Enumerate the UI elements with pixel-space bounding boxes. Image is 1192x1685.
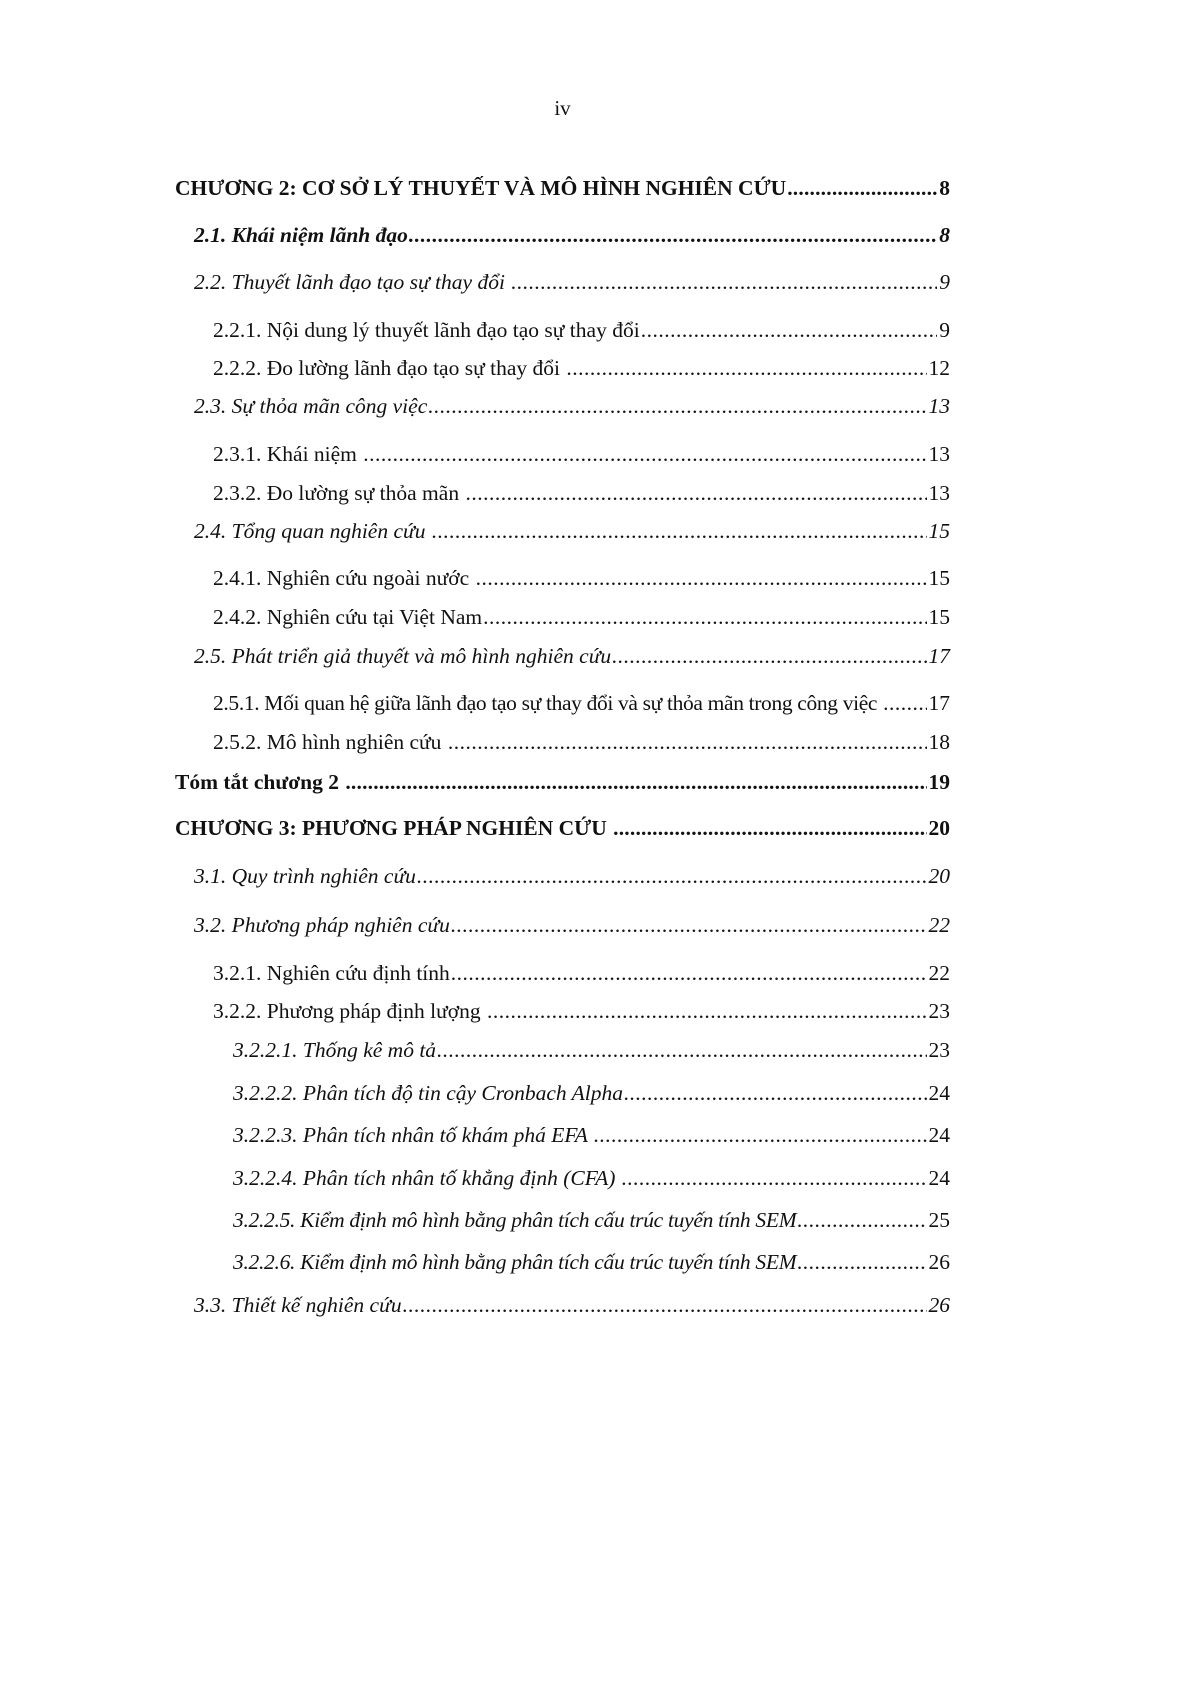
toc-entry-page: 15 — [928, 605, 950, 629]
toc-leader-dots — [437, 1036, 926, 1064]
toc-leader-dots — [487, 997, 927, 1025]
toc-entry-2-5-1[interactable] — [175, 689, 950, 717]
toc-entry-2-1[interactable] — [175, 221, 950, 249]
toc-entry-title: 3.2.1. Nghiên cứu định tính — [213, 961, 450, 985]
toc-entry-2-3[interactable] — [175, 392, 950, 420]
toc-entry-title: 2.4.1. Nghiên cứu ngoài nước — [213, 566, 475, 590]
toc-entry-title: 3.2.2.4. Phân tích nhân tố khẳng định (CFA) — [233, 1166, 621, 1190]
toc-entry-title: CHƯƠNG 2: CƠ SỞ LÝ THUYẾT VÀ MÔ HÌNH NGHIÊN CỨU — [175, 176, 787, 200]
toc-entry-page: 13 — [928, 442, 950, 466]
toc-entry-page: 15 — [928, 519, 950, 543]
toc-entry-title: 2.4. Tổng quan nghiên cứu — [194, 519, 431, 543]
toc-entry-3-3[interactable] — [175, 1291, 950, 1319]
toc-entry-chapter-2[interactable] — [175, 174, 950, 202]
toc-entry-title: 3.2.2. Phương pháp định lượng — [213, 999, 486, 1023]
toc-entry-title: 2.2.2. Đo lường lãnh đạo tạo sự thay đổi — [213, 356, 566, 380]
toc-entry-3-2[interactable] — [175, 911, 950, 939]
page-number: iv — [554, 96, 571, 120]
toc-leader-dots — [594, 1121, 927, 1149]
toc-entry-3-2-2-4[interactable] — [175, 1164, 950, 1192]
toc-leader-dots — [622, 1164, 927, 1192]
toc-entry-page: 23 — [928, 999, 950, 1023]
toc-entry-2-4-1[interactable] — [175, 564, 950, 592]
toc-entry-3-2-2-2[interactable] — [175, 1079, 950, 1107]
toc-entry-title: 3.2. Phương pháp nghiên cứu — [194, 913, 450, 937]
toc-leader-dots — [451, 959, 927, 987]
toc-entry-page: 13 — [928, 394, 950, 418]
toc-leader-dots — [511, 268, 937, 296]
toc-entry-3-2-2-1[interactable] — [175, 1036, 950, 1064]
toc-entry-3-2-2[interactable] — [175, 997, 950, 1025]
toc-entry-3-2-2-3[interactable] — [175, 1121, 950, 1149]
toc-entry-page: 24 — [928, 1081, 950, 1105]
toc-entry-page: 22 — [928, 961, 950, 985]
toc-entry-title: 3.2.2.3. Phân tích nhân tố khám phá EFA — [233, 1123, 593, 1147]
toc-leader-dots — [613, 814, 926, 842]
toc-leader-dots — [409, 221, 937, 249]
toc-entry-page: 13 — [928, 481, 950, 505]
toc-leader-dots — [787, 174, 937, 202]
toc-entry-title: 2.1. Khái niệm lãnh đạo — [194, 223, 408, 247]
toc-entry-page: 26 — [928, 1293, 950, 1317]
toc-leader-dots — [432, 517, 927, 545]
toc-entry-page: 22 — [928, 913, 950, 937]
toc-leader-dots — [363, 440, 926, 468]
toc-entry-title: 3.2.2.5. Kiểm định mô hình bằng phân tích cấu trúc tuyến tính SEM — [233, 1208, 797, 1232]
toc-leader-dots — [797, 1248, 926, 1276]
toc-entry-page: 8 — [939, 223, 950, 247]
toc-leader-dots — [451, 911, 927, 939]
toc-entry-2-2-1[interactable] — [175, 316, 950, 344]
toc-entry-2-3-2[interactable] — [175, 479, 950, 507]
toc-entry-title: 2.5.2. Mô hình nghiên cứu — [213, 730, 447, 754]
toc-entry-title: Tóm tắt chương 2 — [175, 770, 345, 794]
toc-leader-dots — [403, 1291, 927, 1319]
toc-entry-2-4[interactable] — [175, 517, 950, 545]
toc-entry-title: 3.2.2.2. Phân tích độ tin cậy Cronbach Alpha — [233, 1081, 623, 1105]
toc-leader-dots — [883, 689, 926, 717]
toc-entry-2-2-2[interactable] — [175, 354, 950, 382]
toc-entry-title: 2.3.1. Khái niệm — [213, 442, 363, 466]
toc-entry-page: 17 — [928, 691, 950, 715]
toc-leader-dots — [483, 603, 926, 631]
toc-entry-page: 25 — [928, 1208, 950, 1232]
toc-entry-page: 20 — [928, 864, 950, 888]
toc-entry-2-2[interactable] — [175, 268, 950, 296]
toc-leader-dots — [448, 728, 927, 756]
toc-entry-title: 3.2.2.6. Kiểm định mô hình bằng phân tích cấu trúc tuyến tính SEM — [233, 1250, 797, 1274]
toc-entry-2-5-2[interactable] — [175, 728, 950, 756]
toc-leader-dots — [797, 1206, 926, 1234]
toc-entry-title: 2.3. Sự thỏa mãn công việc — [194, 394, 428, 418]
toc-entry-page: 26 — [928, 1250, 950, 1274]
toc-leader-dots — [476, 564, 927, 592]
toc-entry-title: CHƯƠNG 3: PHƯƠNG PHÁP NGHIÊN CỨU — [175, 816, 613, 840]
toc-entry-3-2-1[interactable] — [175, 959, 950, 987]
toc-entry-page: 24 — [928, 1166, 950, 1190]
toc-entry-3-2-2-5[interactable] — [175, 1206, 950, 1234]
toc-leader-dots — [641, 316, 938, 344]
toc-entry-page: 20 — [928, 816, 950, 840]
toc-entry-page: 9 — [939, 318, 950, 342]
toc-entry-page: 23 — [928, 1038, 950, 1062]
toc-entry-page: 15 — [928, 566, 950, 590]
toc-leader-dots — [566, 354, 926, 382]
toc-entry-chapter-3[interactable] — [175, 814, 950, 842]
toc-entry-2-3-1[interactable] — [175, 440, 950, 468]
toc-entry-title: 3.2.2.1. Thống kê mô tả — [233, 1038, 437, 1062]
toc-entry-page: 9 — [939, 270, 950, 294]
toc-leader-dots — [624, 1079, 927, 1107]
toc-leader-dots — [465, 479, 926, 507]
toc-leader-dots — [417, 862, 927, 890]
toc-entry-2-4-2[interactable] — [175, 603, 950, 631]
toc-entry-title: 2.5. Phát triển giả thuyết và mô hình nghiên cứu — [194, 644, 612, 668]
toc-entry-title: 2.3.2. Đo lường sự thỏa mãn — [213, 481, 465, 505]
toc-entry-title: 2.2. Thuyết lãnh đạo tạo sự thay đổi — [194, 270, 511, 294]
toc-entry-chapter-2-summary[interactable] — [175, 768, 950, 796]
toc-entry-title: 2.5.1. Mối quan hệ giữa lãnh đạo tạo sự thay đổi và sự thỏa mãn trong công việc — [213, 691, 883, 715]
toc-leader-dots — [345, 768, 926, 796]
toc-entry-3-2-2-6[interactable] — [175, 1248, 950, 1276]
toc-entry-page: 24 — [928, 1123, 950, 1147]
toc-entry-title: 3.3. Thiết kế nghiên cứu — [194, 1293, 402, 1317]
toc-leader-dots — [428, 392, 926, 420]
toc-entry-title: 3.1. Quy trình nghiên cứu — [194, 864, 416, 888]
toc-leader-dots — [612, 642, 926, 670]
toc-entry-page: 17 — [928, 644, 950, 668]
toc-entry-page: 12 — [928, 356, 950, 380]
toc-entry-3-1[interactable] — [175, 862, 950, 890]
toc-entry-title: 2.2.1. Nội dung lý thuyết lãnh đạo tạo sự thay đổi — [213, 318, 640, 342]
toc-entry-page: 19 — [928, 770, 950, 794]
toc-entry-title: 2.4.2. Nghiên cứu tại Việt Nam — [213, 605, 483, 629]
toc-entry-page: 18 — [928, 730, 950, 754]
toc-entry-page: 8 — [939, 176, 950, 200]
toc-entry-2-5[interactable] — [175, 642, 950, 670]
